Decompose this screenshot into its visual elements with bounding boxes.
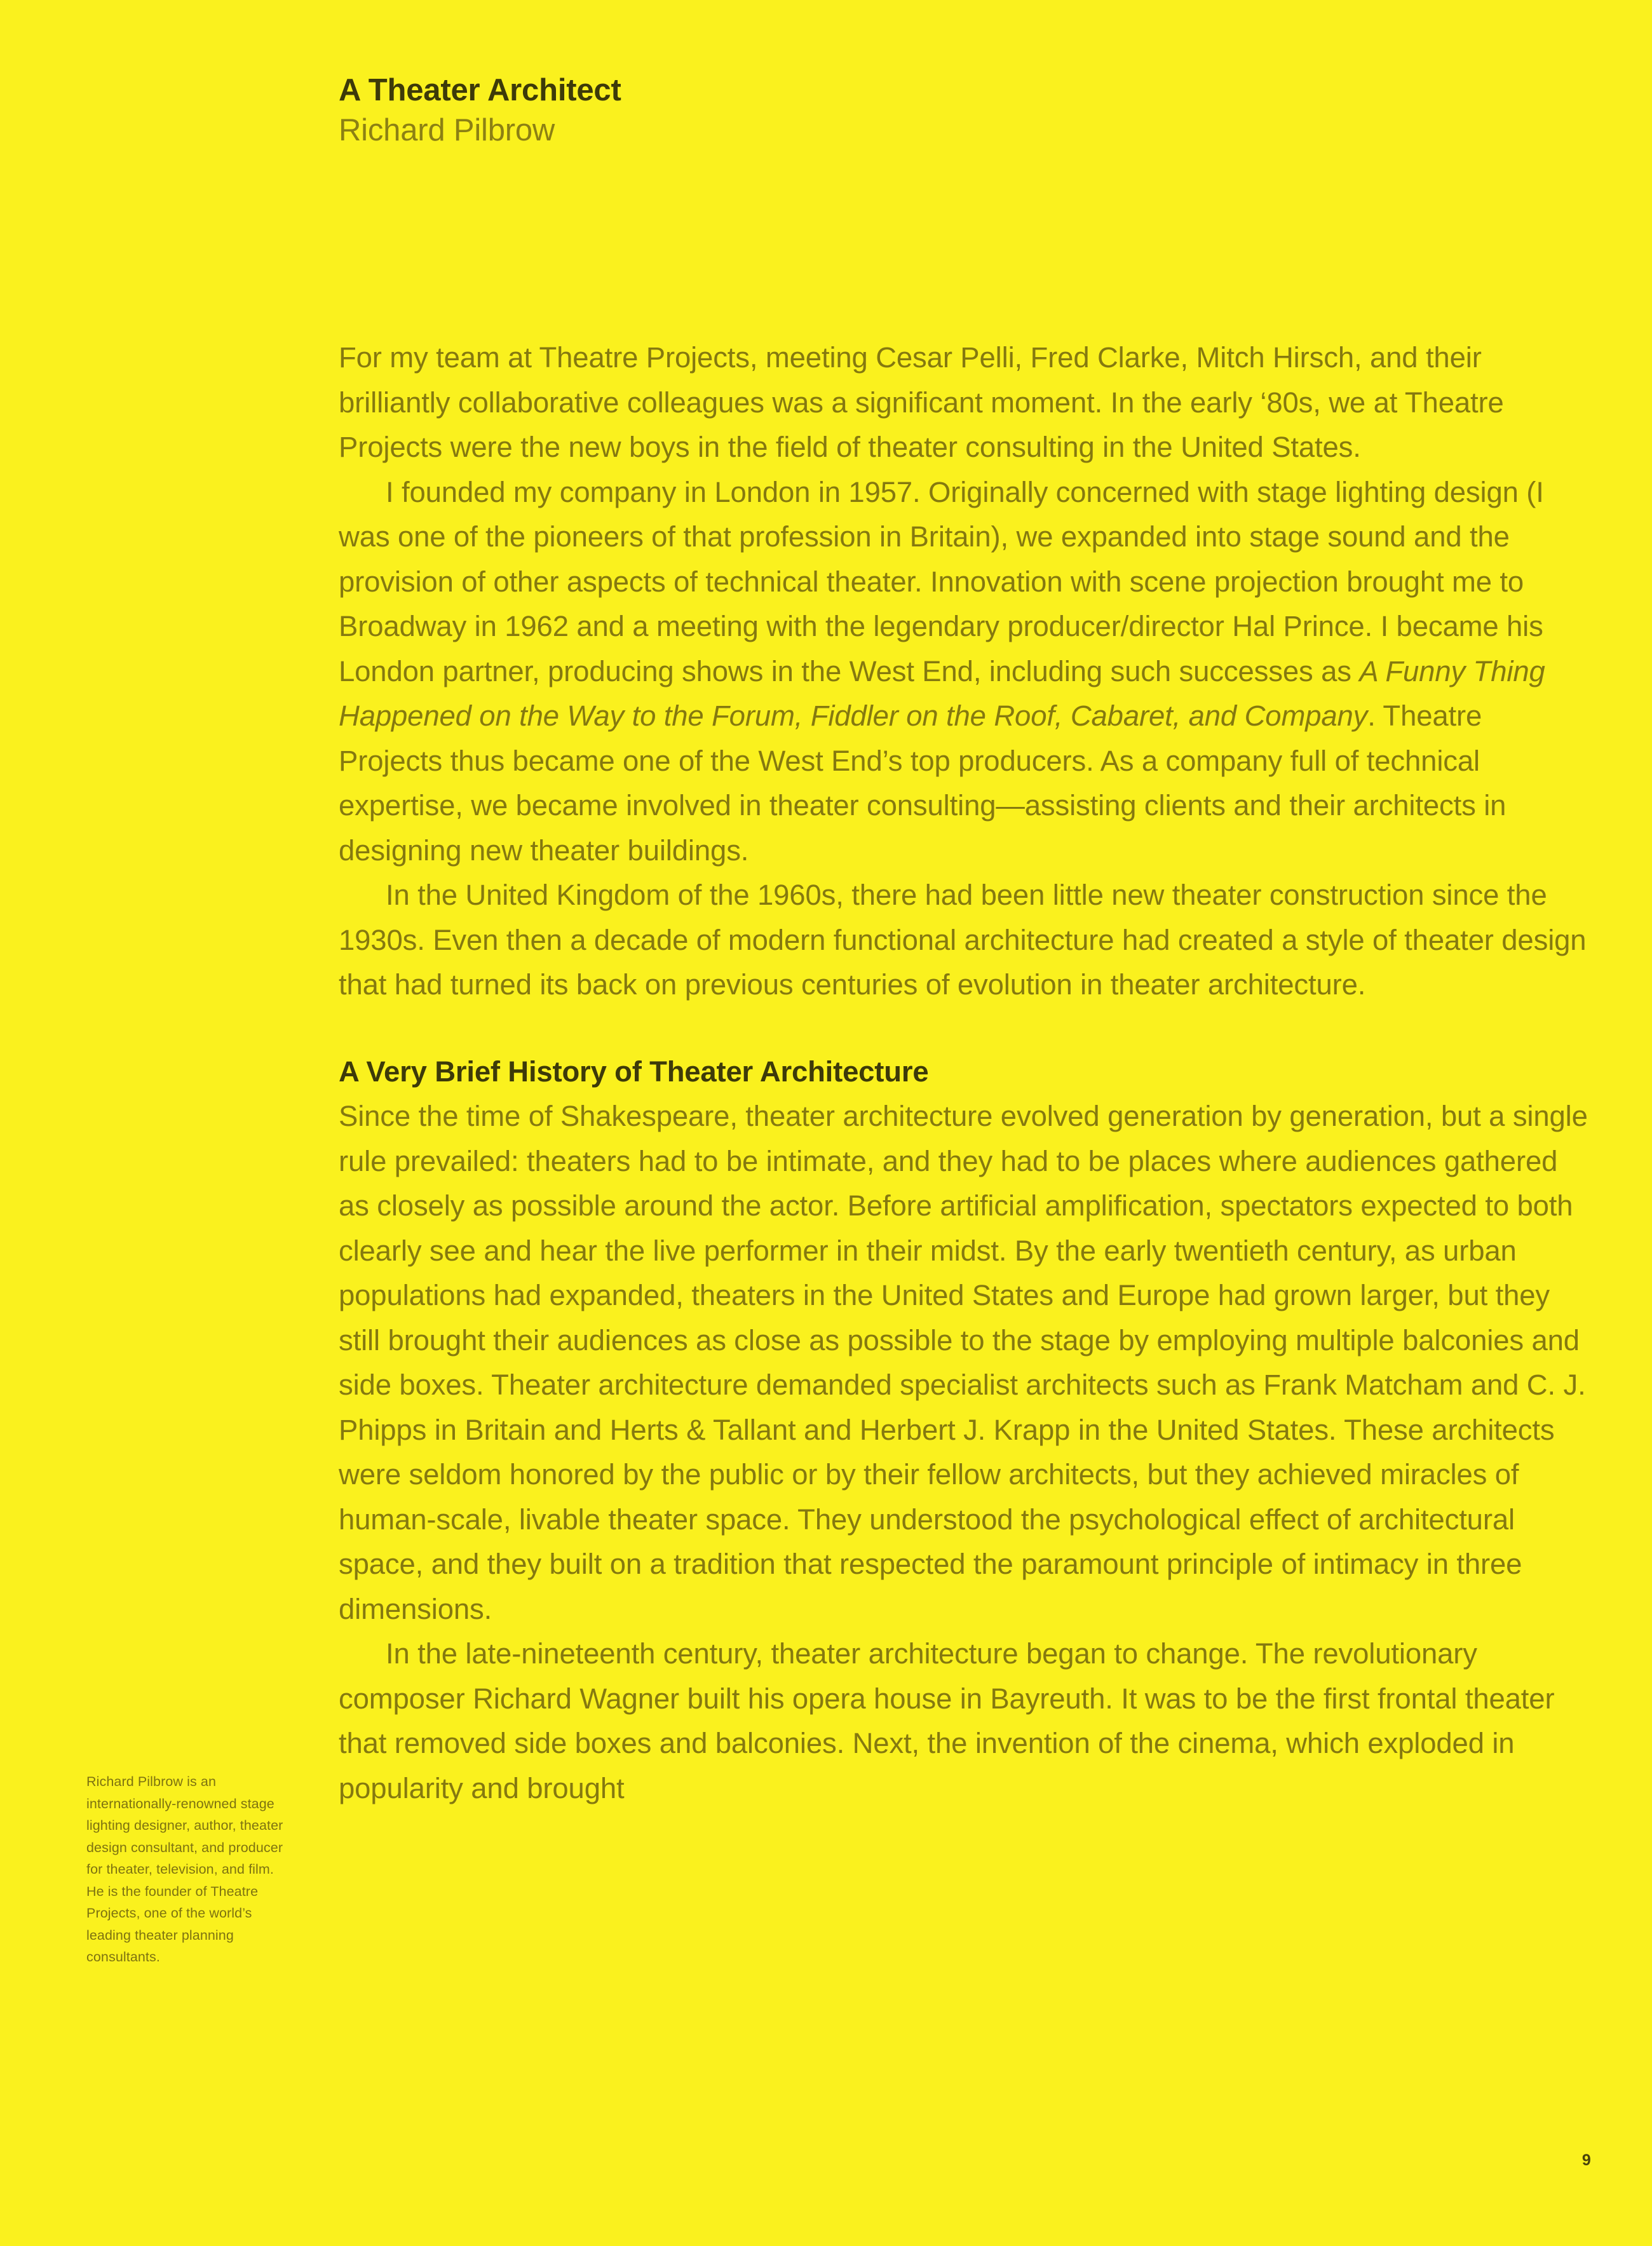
paragraph-2-show-titles: A Funny Thing Happened on the Way to the Forum, Fiddler on the Roof, Cabaret, and Company xyxy=(339,654,1545,732)
section-paragraph-2: In the late-nineteenth century, theater architecture began to change. The revolutionary composer Richard Wagner built his opera house in Bayreuth. It was to be the first frontal theater that removed side boxes and balconies. Next, the invention of the cinema, which exploded in popularity and brought xyxy=(339,1637,1555,1804)
section-spacer xyxy=(339,1008,1592,1050)
margin-bio-note: Richard Pilbrow is an internationally-renowned stage lighting designer, author, theater design consultant, and producer for theater, television, and film. He is the founder of Theatre Projects, one of the world’s leading theater planning consultants. xyxy=(86,1774,283,1965)
page-header xyxy=(339,72,1597,149)
main-text-column xyxy=(339,335,1592,1811)
paragraph-2-text-before: I founded my company in London in 1957. Originally concerned with stage lighting design (I was one of the pioneers of that profession in Britain), we expanded into stage sound and the provision of other aspects of technical theater. Innovation with scene projection brought me to Broadway in 1962 and a meeting with the legendary producer/director Hal Prince. I became his London partner, producing shows in the West End, including such successes as xyxy=(339,475,1544,687)
section-paragraph-1: Since the time of Shakespeare, theater architecture evolved generation by generation, but a single rule prevailed: theaters had to be intimate, and they had to be places where audiences gathered as closely as possible around the actor. Before artificial amplification, spectators expected to both clearly see and hear the live performer in their midst. By the early twentieth century, as urban populations had expanded, theaters in the United States and Europe had grown larger, but they still brought their audiences as close as possible to the stage by employing multiple balconies and side boxes. Theater architecture demanded specialist architects such as Frank Matcham and C. J. Phipps in Britain and Herts & Tallant and Herbert J. Krapp in the United States. These architects were seldom honored by the public or by their fellow architects, but they achieved miracles of human-scale, livable theater space. They understood the psychological effect of architectural space, and they built on a tradition that respected the paramount principle of intimacy in three dimensions. xyxy=(339,1100,1588,1625)
page-number: 9 xyxy=(1581,2151,1591,2169)
paragraph-2-text-after: . Theatre Projects thus became one of the West End’s top producers. As a company full of technical expertise, we became involved in theater consulting—assisting clients and their architects in designing new theater buildings. xyxy=(339,700,1506,867)
page-author: Richard Pilbrow xyxy=(339,112,555,147)
paragraph-1: For my team at Theatre Projects, meeting Cesar Pelli, Fred Clarke, Mitch Hirsch, and their brilliantly collaborative colleagues was a significant moment. In the early ‘80s, we at Theatre Projects were the new boys in the field of theater consulting in the United States. xyxy=(339,341,1504,463)
paragraph-3: In the United Kingdom of the 1960s, there had been little new theater construction since the 1930s. Even then a decade of modern functional architecture had created a style of theater design that had turned its back on previous centuries of evolution in theater architecture. xyxy=(339,879,1587,1001)
section-heading: A Very Brief History of Theater Architecture xyxy=(339,1055,929,1088)
paragraph-2 xyxy=(339,470,1592,874)
page-title: A Theater Architect xyxy=(339,73,621,107)
